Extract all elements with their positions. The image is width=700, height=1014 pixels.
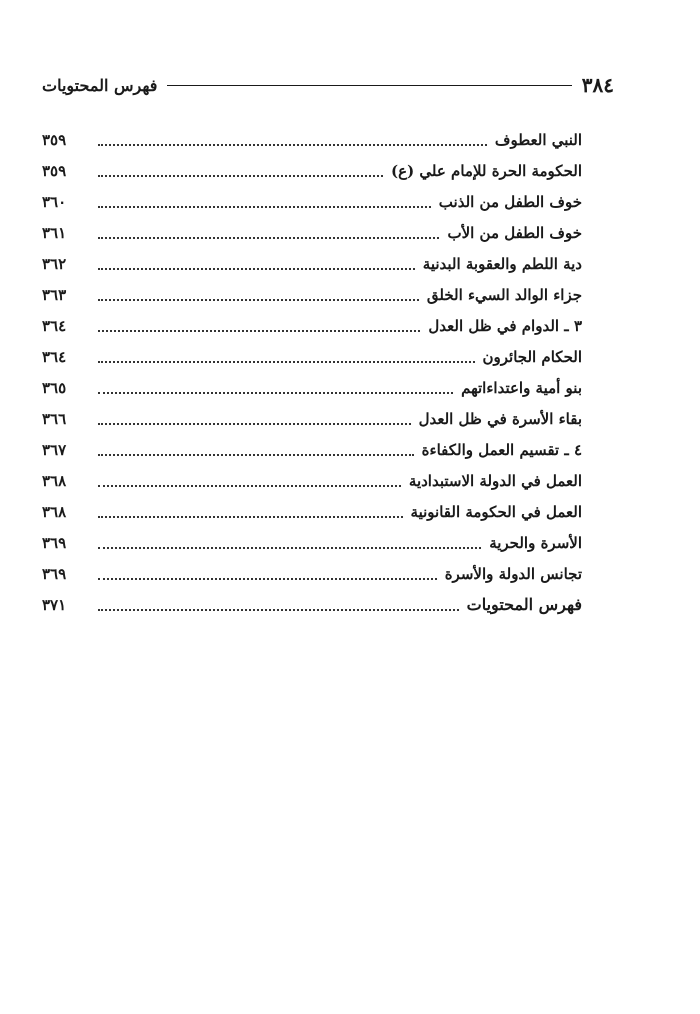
toc-entry xyxy=(42,155,582,186)
leader-dots xyxy=(98,237,439,239)
toc-entry xyxy=(42,310,582,341)
running-title: فهرس المحتويات xyxy=(42,75,158,95)
leader-dots xyxy=(98,144,487,146)
toc-entry-page: ٣٦٥ xyxy=(42,378,67,397)
toc-entry-page: ٣٦٦ xyxy=(42,409,67,428)
toc-entry xyxy=(42,558,582,589)
toc-entry-title: النبي العطوف xyxy=(494,130,582,149)
toc-entry-title: الحكام الجائرون xyxy=(482,347,582,366)
leader-dots xyxy=(98,268,415,270)
toc-entry xyxy=(42,403,582,434)
toc-entry-page: ٣٦٤ xyxy=(42,347,67,366)
toc-entry xyxy=(42,124,582,155)
leader-dots xyxy=(98,423,411,425)
toc-entry xyxy=(42,279,582,310)
toc-entry xyxy=(42,217,582,248)
toc-entry-page: ٣٦٢ xyxy=(42,254,67,273)
toc-entry-title: جزاء الوالد السيء الخلق xyxy=(426,285,582,304)
leader-dots xyxy=(98,175,383,177)
toc-entry-title: بنو أمية واعتداءاتهم xyxy=(461,378,582,397)
toc-entry xyxy=(42,341,582,372)
toc-entry xyxy=(42,496,582,527)
page-number: ٣٨٤ xyxy=(581,73,614,97)
toc-entry-page: ٣٦١ xyxy=(42,223,67,242)
leader-dots xyxy=(98,485,401,487)
toc-entry-page: ٣٥٩ xyxy=(42,130,67,149)
toc-entry-page: ٣٦٠ xyxy=(42,192,67,211)
toc-entry-title: الحكومة الحرة للإمام علي (ع) xyxy=(391,161,582,180)
toc-entry-page: ٣٦٤ xyxy=(42,316,67,335)
toc-entry-title: دية اللطم والعقوبة البدنية xyxy=(422,254,582,273)
toc-entry xyxy=(42,248,582,279)
toc-entry-title: خوف الطفل من الذنب xyxy=(438,192,582,211)
toc-entry xyxy=(42,589,582,620)
toc-entry-page: ٣٦٩ xyxy=(42,564,67,583)
toc-entry-page: ٣٦٨ xyxy=(42,471,67,490)
leader-dots xyxy=(98,454,414,456)
toc-entry-page: ٣٥٩ xyxy=(42,161,67,180)
toc-entry-title: خوف الطفل من الأب xyxy=(447,223,582,242)
toc-entry xyxy=(42,372,582,403)
toc-entry-title: ٤ ـ تقسيم العمل والكفاءة xyxy=(421,440,582,459)
toc-entry-title: تجانس الدولة والأسرة xyxy=(444,564,582,583)
toc-entry xyxy=(42,434,582,465)
toc-entry-title: فهرس المحتويات xyxy=(466,595,582,614)
toc-entry xyxy=(42,186,582,217)
leader-dots xyxy=(98,578,437,580)
toc-entry-title: الأسرة والحرية xyxy=(489,533,582,552)
header-rule xyxy=(167,85,571,86)
leader-dots xyxy=(98,547,481,549)
toc-entry-title: العمل في الحكومة القانونية xyxy=(410,502,582,521)
toc-entry-page: ٣٧١ xyxy=(42,595,67,614)
leader-dots xyxy=(98,516,403,518)
toc-entry-title: العمل في الدولة الاستبدادية xyxy=(408,471,582,490)
toc-entry-title: بقاء الأسرة في ظل العدل xyxy=(418,409,582,428)
leader-dots xyxy=(98,299,419,301)
toc-entry xyxy=(42,465,582,496)
leader-dots xyxy=(98,361,475,363)
leader-dots xyxy=(98,609,459,611)
toc-entry-title: ٣ ـ الدوام في ظل العدل xyxy=(428,316,582,335)
toc-entry-page: ٣٦٣ xyxy=(42,285,67,304)
toc-entry xyxy=(42,527,582,558)
table-of-contents xyxy=(42,124,582,620)
leader-dots xyxy=(98,330,420,332)
toc-entry-page: ٣٦٨ xyxy=(42,502,67,521)
toc-entry-page: ٣٦٧ xyxy=(42,440,67,459)
running-header xyxy=(42,70,614,100)
leader-dots xyxy=(98,206,431,208)
leader-dots xyxy=(98,392,453,394)
toc-entry-page: ٣٦٩ xyxy=(42,533,67,552)
